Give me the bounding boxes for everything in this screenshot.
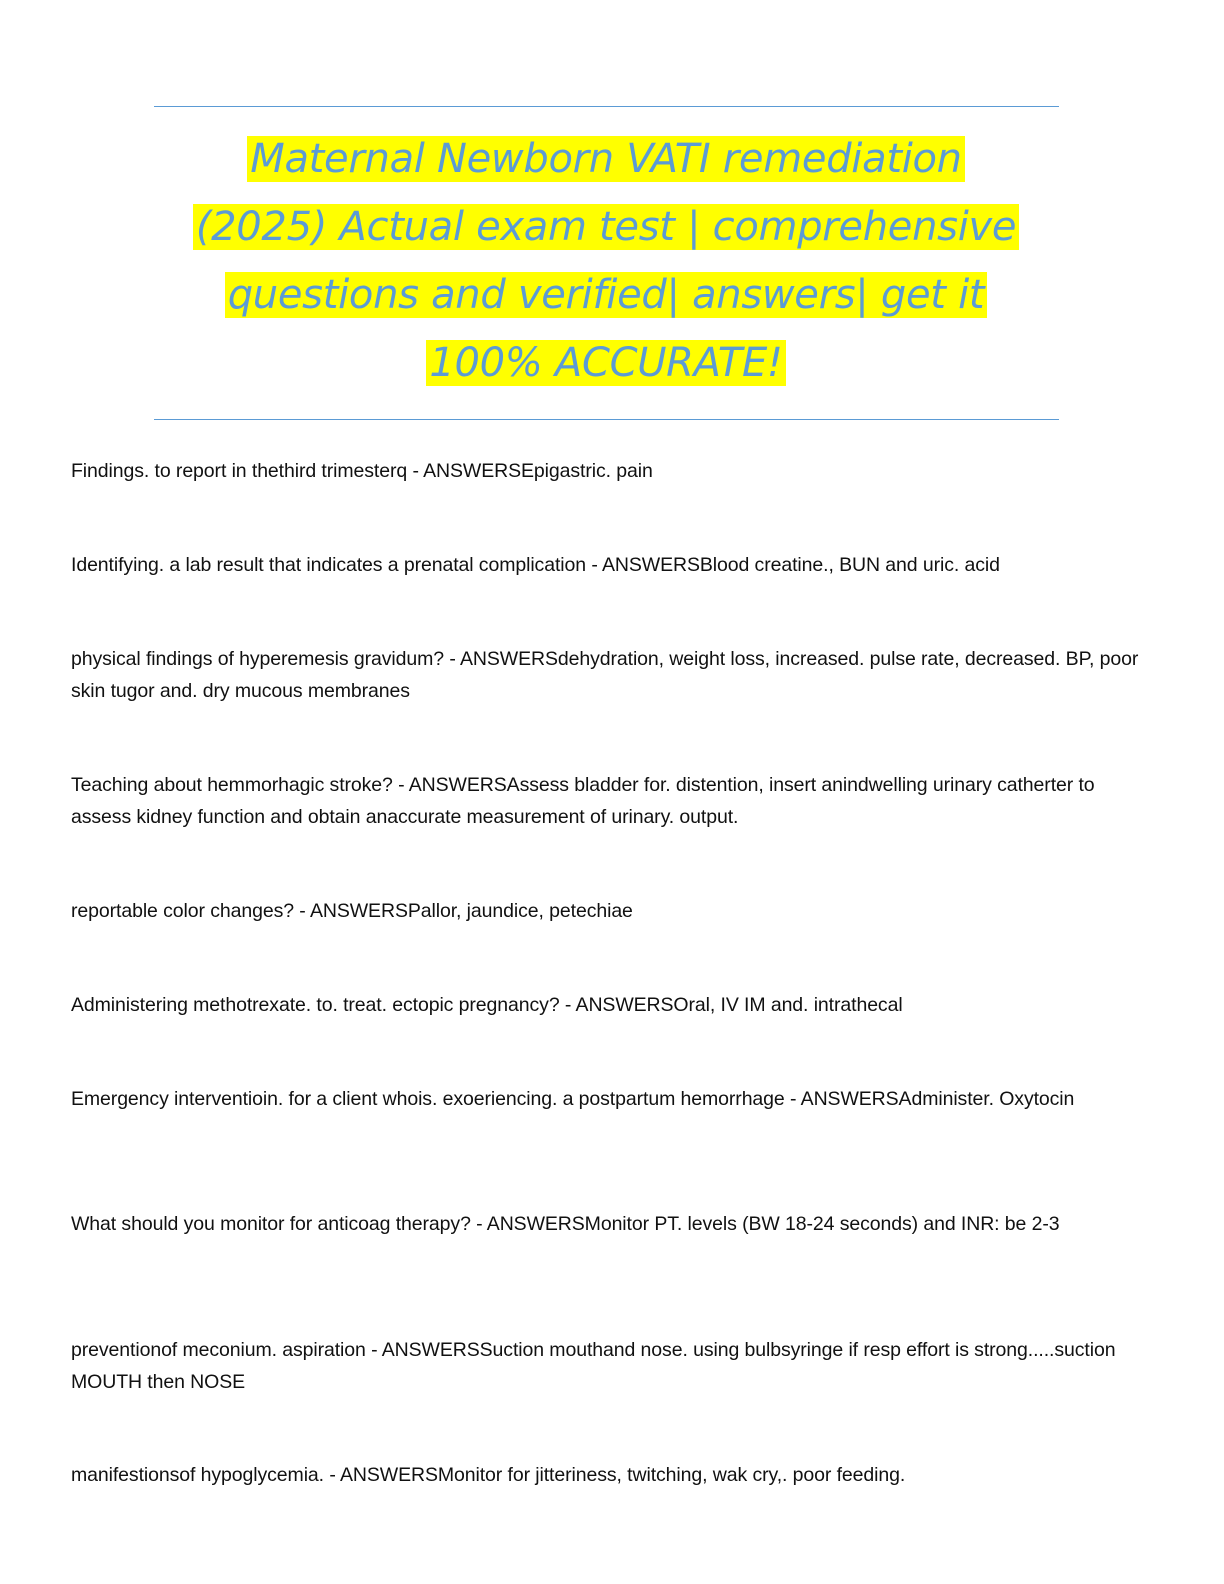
qa-answer: ANSWERSMonitor for jitteriness, twitching, wak cry,. poor feeding.	[339, 1464, 906, 1486]
qa-entry	[71, 1334, 1151, 1398]
qa-answer: ANSWERSPallor, jaundice, petechiae	[309, 900, 633, 922]
qa-question: reportable color changes?	[71, 900, 294, 922]
qa-answer: ANSWERSOral, IV IM and. intrathecal	[575, 994, 903, 1016]
qa-entry	[71, 1083, 1151, 1115]
qa-separator: -	[444, 648, 460, 670]
qa-answer: ANSWERSAssess bladder for. distention, insert anindwelling urinary catherter to assess kidney function and obtain anaccurate measurement of urinary. output.	[71, 774, 1095, 828]
qa-separator: -	[559, 994, 576, 1016]
qa-entry	[71, 549, 1151, 581]
qa-separator: -	[365, 1339, 382, 1361]
title-line	[140, 329, 1072, 397]
qa-answer: ANSWERSMonitor PT. levels (BW 18-24 seconds) and INR: be 2-3	[486, 1213, 1060, 1235]
qa-question: What should you monitor for anticoag therapy?	[71, 1213, 471, 1235]
title-line-text: Maternal Newborn VATI remediation	[247, 136, 965, 182]
qa-answer: ANSWERSEpigastric. pain	[423, 460, 653, 482]
title-line-text: questions and verified| answers| get it	[225, 272, 988, 318]
qa-separator: -	[324, 1464, 340, 1486]
title-bottom-rule	[154, 419, 1059, 420]
qa-entry	[71, 769, 1151, 833]
qa-question: Identifying. a lab result that indicates a prenatal complication	[71, 554, 586, 576]
qa-question: manifestionsof hypoglycemia.	[71, 1464, 324, 1486]
document-title	[140, 125, 1072, 397]
title-line	[140, 261, 1072, 329]
qa-question: Teaching about hemmorhagic stroke?	[71, 774, 393, 796]
title-line-text: 100% ACCURATE!	[426, 340, 785, 386]
qa-entry	[71, 1459, 1151, 1491]
qa-answer: ANSWERSBlood creatine., BUN and uric. acid	[601, 554, 1000, 576]
qa-question: physical findings of hyperemesis gravidum?	[71, 648, 444, 670]
qa-separator: -	[407, 460, 424, 482]
title-line	[140, 125, 1072, 193]
qa-separator: -	[784, 1088, 801, 1110]
qa-answer: ANSWERSdehydration, weight loss, increased. pulse rate, decreased. BP, poor skin tugor and. dry mucous membranes	[71, 648, 1139, 702]
qa-answer: ANSWERSAdminister. Oxytocin	[800, 1088, 1075, 1110]
qa-question: preventionof meconium. aspiration	[71, 1339, 366, 1361]
title-line-text: (2025) Actual exam test | comprehensive	[193, 204, 1019, 250]
qa-answer: ANSWERSSuction mouthand nose. using bulbsyringe if resp effort is strong.....suction MOUTH then NOSE	[71, 1339, 1116, 1393]
qa-entry	[71, 455, 1151, 487]
qa-entry	[71, 643, 1151, 707]
qa-question: Emergency interventioin. for a client whois. exoeriencing. a postpartum hemorrhage	[71, 1088, 785, 1110]
title-top-rule	[154, 106, 1059, 107]
qa-separator: -	[586, 554, 602, 576]
qa-separator: -	[293, 900, 310, 922]
qa-entry	[71, 989, 1151, 1021]
title-line	[140, 193, 1072, 261]
qa-entry	[71, 895, 1151, 927]
qa-entry	[71, 1208, 1151, 1240]
qa-separator: -	[392, 774, 409, 796]
qa-question: Administering methotrexate. to. treat. ectopic pregnancy?	[71, 994, 560, 1016]
qa-question: Findings. to report in thethird trimesterq	[71, 460, 408, 482]
qa-separator: -	[470, 1213, 487, 1235]
